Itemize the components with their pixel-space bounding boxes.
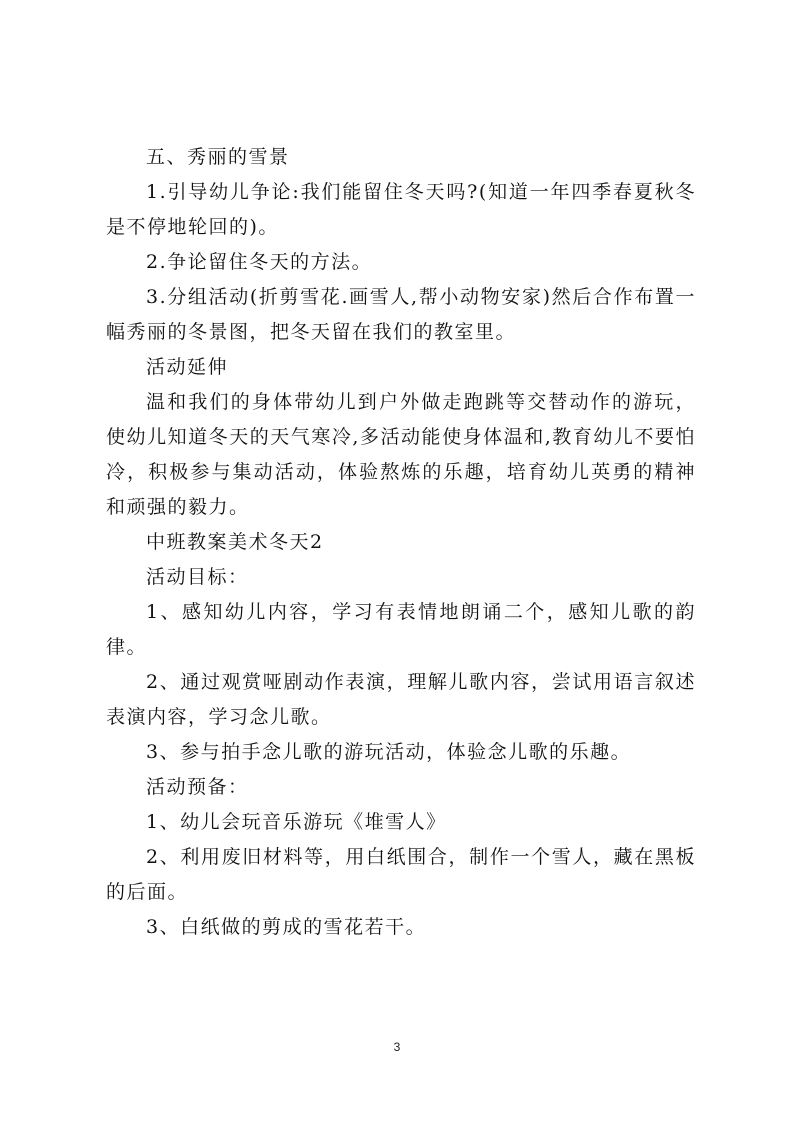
paragraph: 3.分组活动(折剪雪花.画雪人,帮小动物安家)然后合作布置一幅秀丽的冬景图，把冬天留在我们的教室里。 (106, 286, 696, 343)
paragraph: 3、参与拍手念儿歌的游玩活动，体验念儿歌的乐趣。 (146, 741, 632, 763)
paragraph: 3、白纸做的剪成的雪花若干。 (146, 916, 427, 938)
paragraph: 2、通过观赏哑剧动作表演，理解儿歌内容，尝试用语言叙述表演内容，学习念儿歌。 (106, 671, 696, 728)
paragraph: 2.争论留住冬天的方法。 (146, 251, 373, 273)
section-heading-activity-prep: 活动预备： (146, 776, 249, 798)
paragraph: 1.引导幼儿争论:我们能留住冬天吗?(知道一年四季春夏秋冬是不停地轮回的)。 (106, 181, 696, 238)
page-body (106, 140, 696, 945)
section-heading-activity-extension: 活动延伸 (146, 356, 229, 378)
paragraph: 2、利用废旧材料等，用白纸围合，制作一个雪人，藏在黑板的后面。 (106, 846, 696, 903)
section-heading-snow-scene: 五、秀丽的雪景 (146, 146, 290, 168)
paragraph: 1、感知幼儿内容，学习有表情地朗诵二个，感知儿歌的韵律。 (106, 601, 696, 658)
page-number: 3 (393, 1040, 401, 1054)
lesson-title: 中班教案美术冬天2 (146, 531, 324, 553)
paragraph: 温和我们的身体带幼儿到户外做走跑跳等交替动作的游玩，使幼儿知道冬天的天气寒冷,多活动能使身体温和,教育幼儿不要怕冷，积极参与集动活动，体验熬炼的乐趣，培育幼儿英勇的精神和顽强的毅力。 (106, 391, 696, 518)
section-heading-activity-goals: 活动目标： (146, 566, 249, 588)
paragraph: 1、幼儿会玩音乐游玩《堆雪人》 (146, 811, 447, 833)
